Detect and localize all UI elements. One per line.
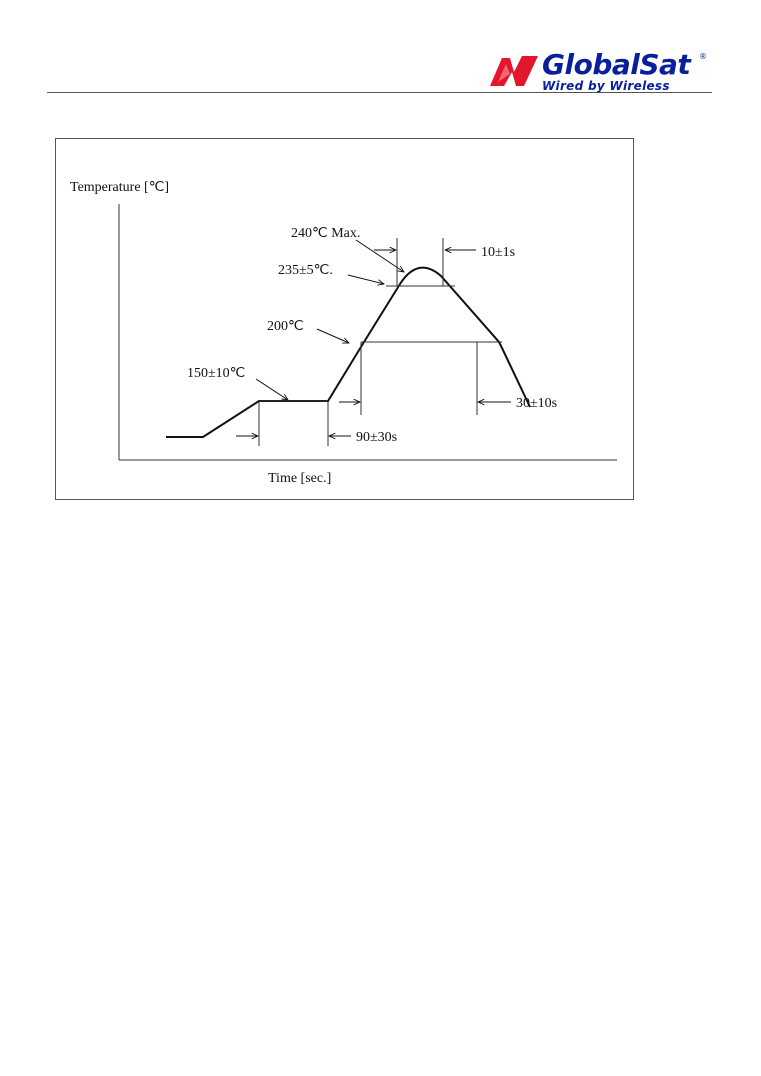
profile-curve	[166, 268, 530, 437]
logo-mark-icon	[488, 52, 540, 90]
preheat-leader	[256, 379, 288, 400]
logo-tagline: Wired by Wireless	[542, 79, 670, 93]
liquidus-leader	[317, 329, 349, 343]
logo-registered-mark: ®	[699, 52, 707, 61]
peak-time-label: 10±1s	[481, 245, 516, 260]
x-axis-label: Time [sec.]	[268, 471, 332, 486]
logo-name: GlobalSat	[542, 48, 691, 81]
preheat-time-label: 90±30s	[356, 430, 398, 445]
liquidus-label: 200℃	[267, 319, 304, 334]
above-liquidus-time-label: 30±10s	[516, 396, 558, 411]
y-axis-label: Temperature [℃]	[70, 180, 170, 195]
reflow-profile-chart	[56, 139, 635, 501]
preheat-temp-label: 150±10℃	[187, 366, 246, 381]
peak-band-leader	[348, 275, 384, 284]
reflow-profile-figure	[55, 138, 634, 500]
peak-max-label: 240℃ Max.	[291, 226, 361, 241]
peak-band-label: 235±5℃.	[278, 263, 333, 278]
globalsat-logo	[488, 50, 718, 94]
